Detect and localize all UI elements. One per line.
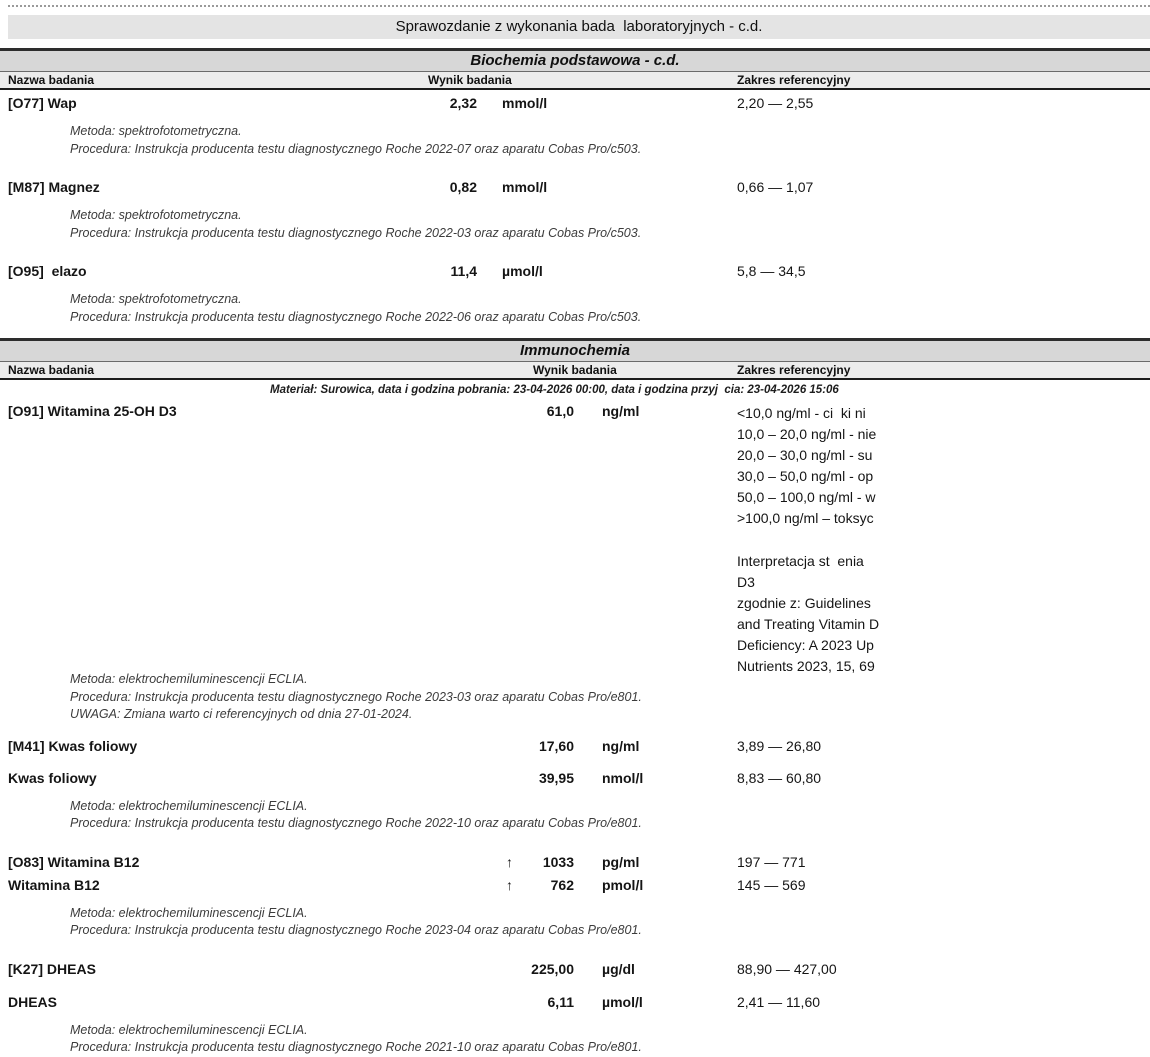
test-unit: nmol/l <box>602 769 644 786</box>
test-value: 225,00 <box>531 960 574 977</box>
test-value: 0,82 <box>449 179 477 195</box>
page-title: Sprawozdanie z wykonania bada laboratoryjnych - c.d. <box>8 15 1150 39</box>
test-name: [M41] Kwas foliowy <box>8 737 138 754</box>
test-unit: ng/ml <box>602 403 640 419</box>
column-header-row <box>0 72 1150 90</box>
test-row <box>0 961 1150 979</box>
procedure-note: Procedura: Instrukcja producenta testu diagnostycznego Roche 2021-10 oraz aparatu Cobas Pro/e801. <box>70 1040 642 1054</box>
procedure-note: Procedura: Instrukcja producenta testu diagnostycznego Roche 2023-04 oraz aparatu Cobas Pro/e801. <box>70 923 642 937</box>
method-note: Metoda: elektrochemiluminescencji ECLIA. <box>70 672 308 686</box>
column-header-range: Zakres referencyjny <box>737 363 851 377</box>
test-name: [O83] Witamina B12 <box>8 853 140 870</box>
method-note: Metoda: spektrofotometryczna. <box>70 208 242 222</box>
test-range: 0,66 — 1,07 <box>737 179 814 195</box>
method-note: Metoda: spektrofotometryczna. <box>70 124 242 138</box>
material-note: Materiał: Surowica, data i godzina pobrania: 23-04-2026 00:00, data i godzina przyj cia: 23-04-2026 15:06 <box>270 384 839 396</box>
test-value: 61,0 <box>546 403 574 419</box>
test-name: [M87] Magnez <box>8 179 100 195</box>
column-header-name: Nazwa badania <box>8 73 95 87</box>
method-note: Metoda: elektrochemiluminescencji ECLIA. <box>70 905 308 920</box>
test-range: 8,83 — 60,80 <box>737 769 822 786</box>
interpretation-text <box>737 551 879 677</box>
test-notes <box>70 123 1150 158</box>
test-range: 145 — 569 <box>737 876 806 893</box>
test-value: 39,95 <box>538 769 574 786</box>
procedure-note: Procedura: Instrukcja producenta testu diagnostycznego Roche 2022-07 oraz aparatu Cobas Pro/c503. <box>70 141 642 156</box>
test-notes <box>70 905 1150 940</box>
test-notes <box>70 798 1150 833</box>
method-note: Metoda: elektrochemiluminescencji ECLIA. <box>70 798 308 813</box>
test-range: 88,90 — 427,00 <box>737 960 837 977</box>
interpretation-line: Deficiency: A 2023 Up <box>737 637 874 653</box>
lab-report-page <box>0 5 899 1054</box>
column-header-result: Wynik badania <box>428 73 512 87</box>
procedure-note: Procedura: Instrukcja producenta testu diagnostycznego Roche 2022-06 oraz aparatu Cobas Pro/c503. <box>70 309 642 324</box>
test-row <box>0 877 1150 895</box>
test-name: [O77] Wap <box>8 95 77 111</box>
range-line: 30,0 – 50,0 ng/ml - op <box>737 468 874 484</box>
range-line: <10,0 ng/ml - ci ki ni <box>737 405 866 421</box>
test-row <box>0 770 1150 788</box>
test-row <box>0 179 1150 197</box>
interpretation-line: and Treating Vitamin D <box>737 616 880 632</box>
test-range: 3,89 — 26,80 <box>737 737 822 754</box>
test-name: DHEAS <box>8 993 58 1010</box>
test-row <box>0 738 1150 756</box>
test-unit: ng/ml <box>602 737 640 754</box>
test-value: 11,4 <box>450 263 477 279</box>
test-unit: µmol/l <box>602 993 643 1010</box>
test-unit: mmol/l <box>502 95 548 111</box>
test-value: 6,11 <box>547 993 574 1010</box>
test-name: Kwas foliowy <box>8 769 97 786</box>
test-unit: mmol/l <box>502 179 548 195</box>
test-notes <box>70 207 1150 242</box>
test-row <box>0 263 1150 281</box>
test-row-vitamin-d3 <box>0 403 1150 674</box>
range-line: 10,0 – 20,0 ng/ml - nie <box>737 426 877 442</box>
test-unit: pg/ml <box>602 853 640 870</box>
test-notes <box>70 291 1150 326</box>
procedure-note: Procedura: Instrukcja producenta testu diagnostycznego Roche 2022-03 oraz aparatu Cobas Pro/c503. <box>70 225 642 240</box>
method-note: Metoda: spektrofotometryczna. <box>70 292 242 306</box>
test-value: 1033 <box>542 853 574 870</box>
reference-range-list <box>737 403 876 529</box>
test-unit: µg/dl <box>602 960 635 977</box>
test-name: Witamina B12 <box>8 876 100 893</box>
test-range: 2,41 — 11,60 <box>737 993 821 1010</box>
method-note: Metoda: elektrochemiluminescencji ECLIA. <box>70 1022 308 1037</box>
high-arrow-icon: ↑ <box>506 853 513 870</box>
column-header-range: Zakres referencyjny <box>737 73 851 87</box>
test-notes <box>70 671 1150 724</box>
test-unit: pmol/l <box>602 876 644 893</box>
interpretation-line: Interpretacja st enia <box>737 553 864 569</box>
high-arrow-icon: ↑ <box>506 876 513 893</box>
test-row <box>0 95 1150 113</box>
test-range: 5,8 — 34,5 <box>737 263 806 279</box>
report-sheet <box>0 5 1150 1057</box>
test-value: 2,32 <box>449 95 477 111</box>
column-header-name: Nazwa badania <box>8 363 95 377</box>
test-name: [O95] elazo <box>8 263 87 279</box>
column-header-row <box>0 362 1150 380</box>
test-name: [K27] DHEAS <box>8 960 96 977</box>
section-header-immunochemia: Immunochemia <box>0 338 1150 362</box>
warning-note: UWAGA: Zmiana warto ci referencyjnych od dnia 27-01-2024. <box>70 707 413 721</box>
page-top-divider <box>8 5 1150 7</box>
interpretation-line: Nutrients 2023, 15, 69 <box>737 658 875 674</box>
interpretation-line: zgodnie z: Guidelines <box>737 595 871 611</box>
test-row <box>0 854 1150 872</box>
test-notes <box>70 1022 1150 1057</box>
column-header-result: Wynik badania <box>533 363 617 377</box>
test-range: 2,20 — 2,55 <box>737 95 814 111</box>
procedure-note: Procedura: Instrukcja producenta testu diagnostycznego Roche 2023-03 oraz aparatu Cobas Pro/e801. <box>70 689 642 704</box>
interpretation-line: D3 <box>737 574 755 590</box>
test-value: 762 <box>550 876 574 893</box>
test-value: 17,60 <box>538 737 574 754</box>
range-line: 20,0 – 30,0 ng/ml - su <box>737 447 873 463</box>
range-line: 50,0 – 100,0 ng/ml - w <box>737 489 876 505</box>
test-range: 197 — 771 <box>737 853 806 870</box>
test-name: [O91] Witamina 25-OH D3 <box>8 403 177 419</box>
procedure-note: Procedura: Instrukcja producenta testu diagnostycznego Roche 2022-10 oraz aparatu Cobas Pro/e801. <box>70 816 642 830</box>
test-row <box>0 994 1150 1012</box>
test-unit: µmol/l <box>502 263 543 279</box>
section-header-biochemia: Biochemia podstawowa - c.d. <box>0 48 1150 72</box>
range-line: >100,0 ng/ml – toksyc <box>737 510 874 526</box>
